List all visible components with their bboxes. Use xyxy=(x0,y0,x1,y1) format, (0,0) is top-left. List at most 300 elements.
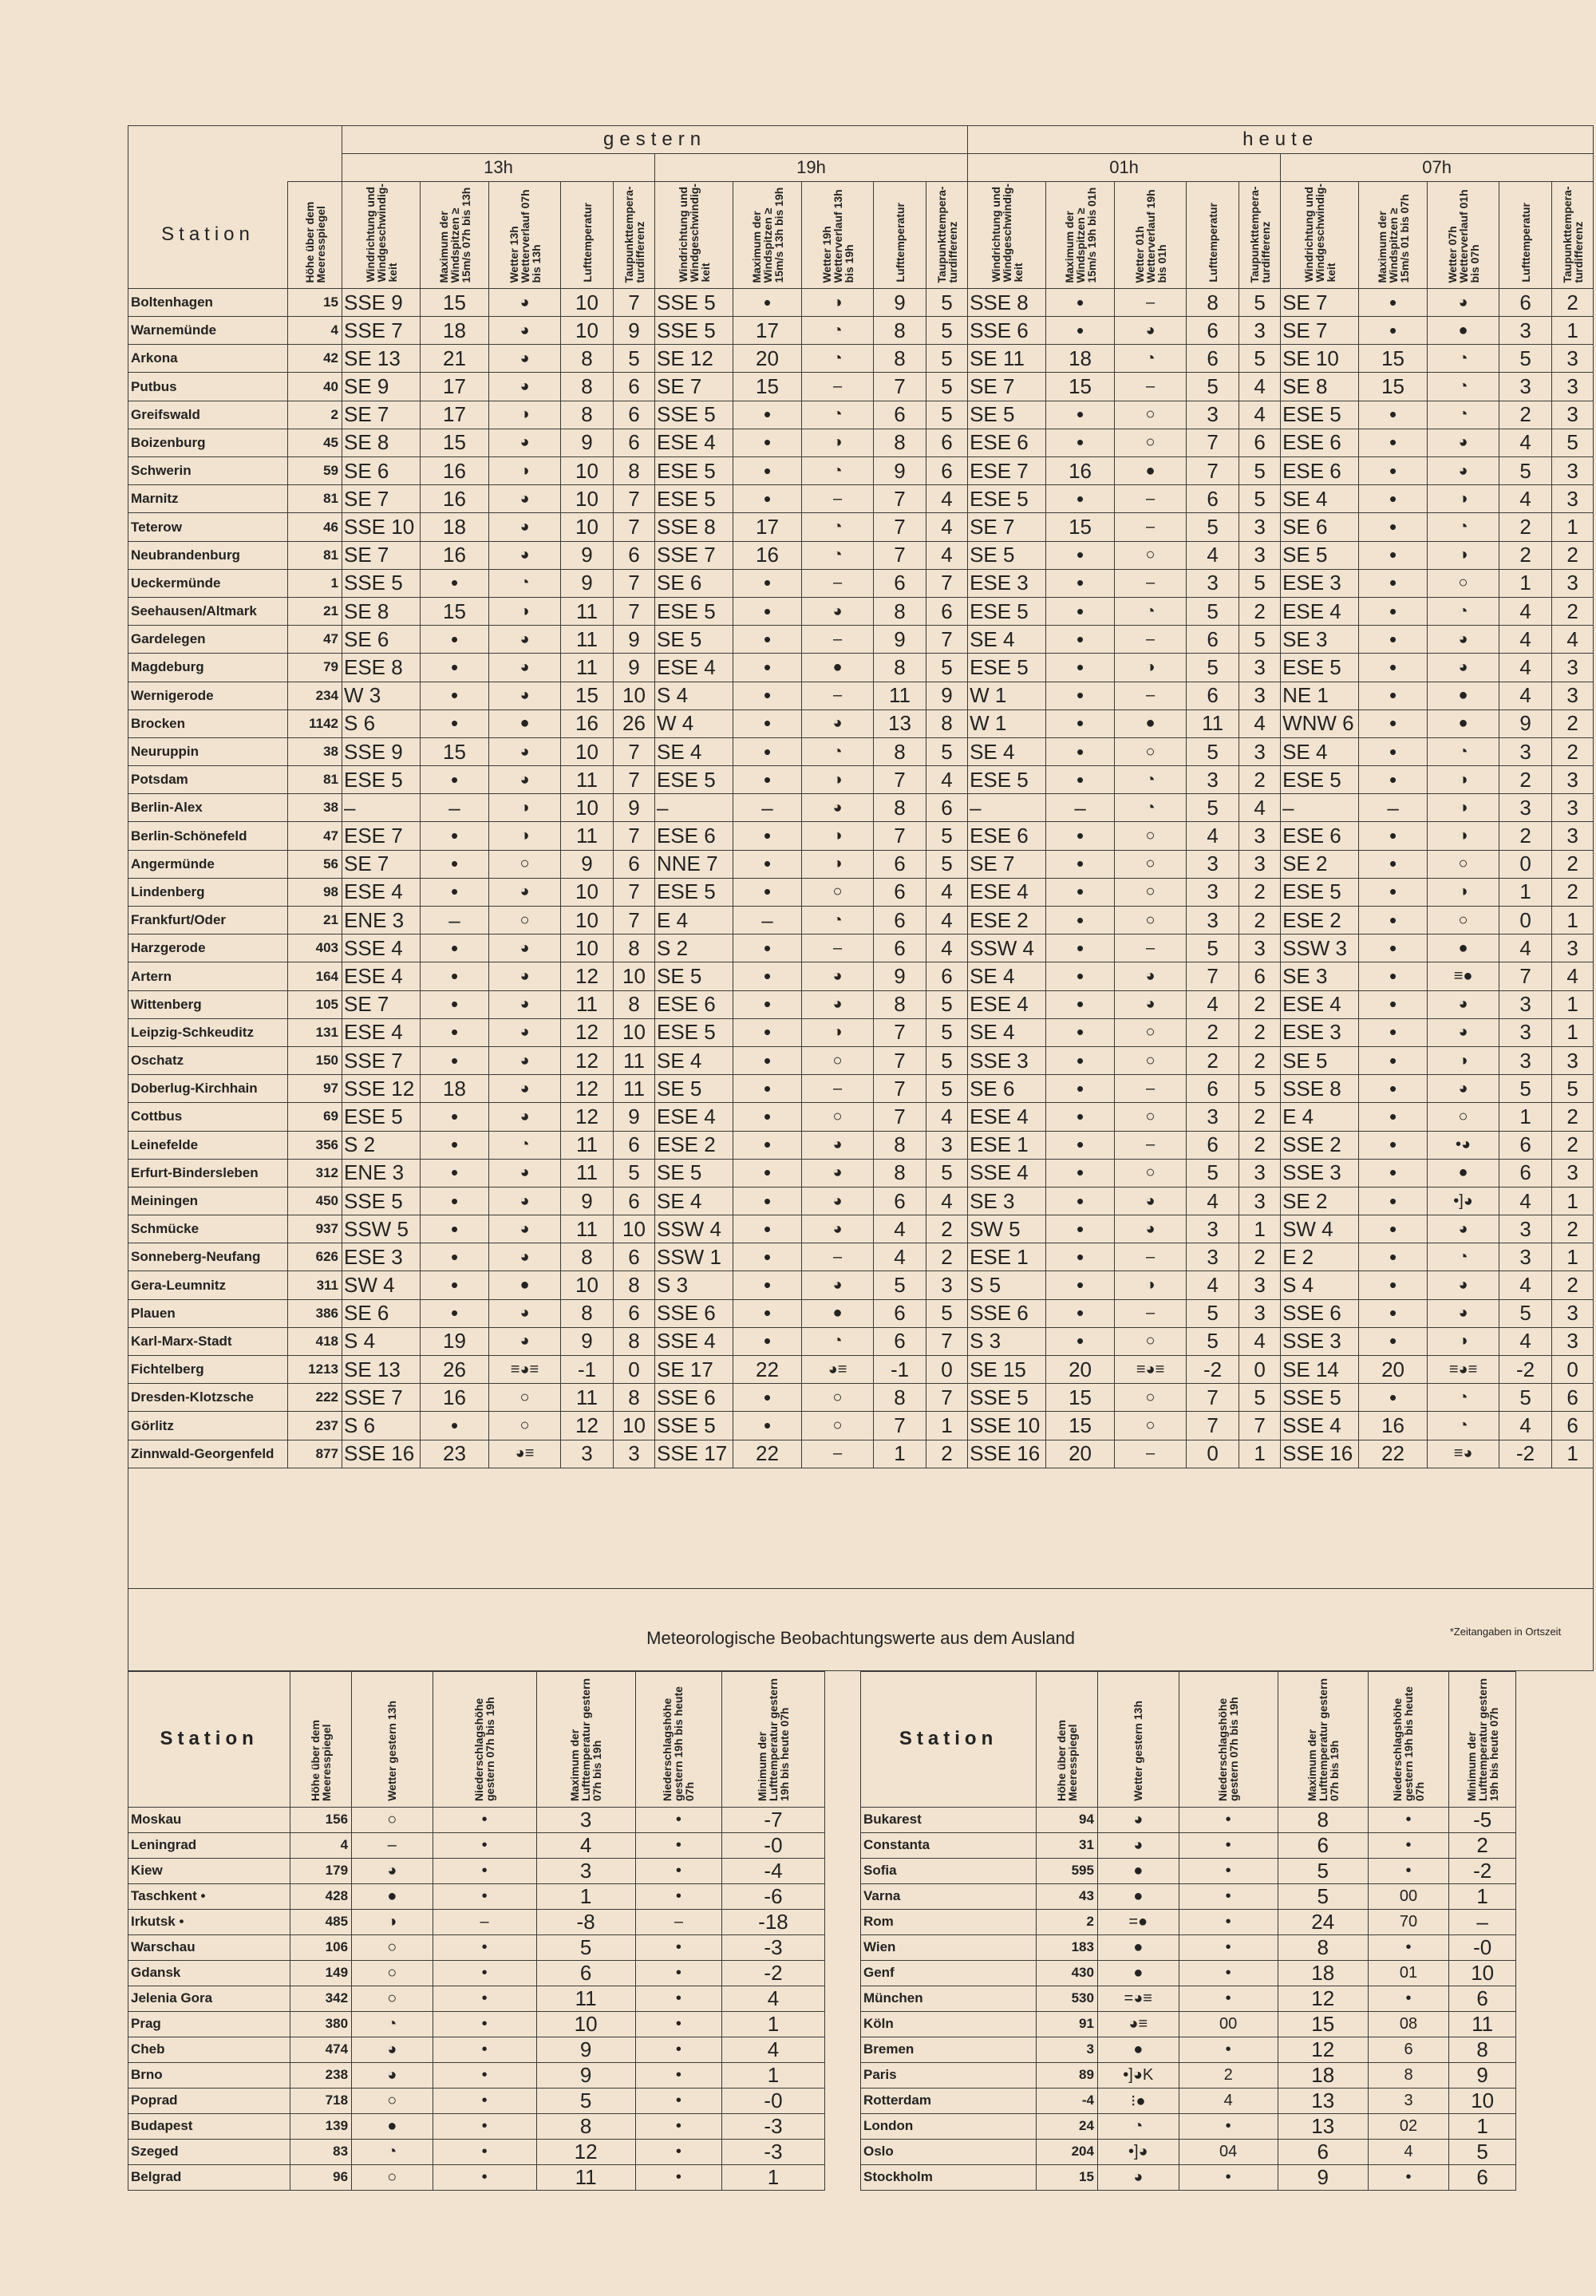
table-cell: 1 xyxy=(722,2164,825,2190)
table-cell: 2 xyxy=(1239,1103,1281,1131)
table-cell: 8 xyxy=(614,935,655,962)
table-cell: SSE 3 xyxy=(1281,1159,1359,1187)
table-cell: 5 xyxy=(1187,737,1239,765)
table-cell: 5 xyxy=(1499,457,1552,485)
table-cell: SE 5 xyxy=(968,401,1046,429)
table-cell: 5 xyxy=(926,737,968,765)
table-cell: ◕ xyxy=(489,1075,561,1103)
table-cell: • xyxy=(1046,1243,1115,1271)
table-cell: – xyxy=(733,794,802,822)
table-cell: ≡◕ xyxy=(1428,1440,1499,1468)
table-cell: 12 xyxy=(536,2139,635,2164)
table-cell: ● xyxy=(1428,317,1499,345)
table-cell: 4 xyxy=(926,485,968,513)
table-cell: ○ xyxy=(1428,907,1499,935)
table-cell: 11 xyxy=(561,1159,614,1187)
table-cell: 6 xyxy=(614,1243,655,1271)
table-cell: 7 xyxy=(926,1327,968,1355)
table-cell: ◕ xyxy=(489,878,561,906)
table-cell: ◔ xyxy=(1115,794,1187,822)
table-cell: • xyxy=(1179,2113,1278,2139)
table-cell: 6 xyxy=(1187,317,1239,345)
table-cell: 3 xyxy=(926,1131,968,1159)
table-cell: SE 5 xyxy=(655,626,733,654)
table-row xyxy=(128,1271,1594,1299)
table-cell: • xyxy=(1046,1075,1115,1103)
table-cell: 8 xyxy=(561,1243,614,1271)
table-cell: ◕ xyxy=(1428,654,1499,682)
table-row xyxy=(128,626,1594,654)
station-name: Boizenburg xyxy=(128,429,288,456)
table-cell: 7 xyxy=(1187,1384,1239,1412)
table-cell: – xyxy=(802,682,874,709)
table-cell: ○ xyxy=(489,907,561,935)
table-cell: E 4 xyxy=(655,907,733,935)
table-cell: • xyxy=(635,1934,721,1960)
table-cell: • xyxy=(635,1807,721,1832)
table-cell: 10 xyxy=(561,317,614,345)
table-cell: ● xyxy=(352,2113,433,2139)
table-cell: -8 xyxy=(536,1909,635,1934)
table-cell: • xyxy=(733,654,802,682)
table-cell: • xyxy=(1368,1858,1449,1883)
table-cell: 11 xyxy=(874,682,926,709)
table-cell: 4 xyxy=(926,1103,968,1131)
table-cell: – xyxy=(802,935,874,962)
table-cell: 5 xyxy=(1552,429,1594,456)
table-cell: ◕ xyxy=(1428,288,1499,316)
table-cell: 5 xyxy=(926,1018,968,1046)
table-cell: • xyxy=(1359,401,1428,429)
table-cell: ○ xyxy=(1115,1327,1187,1355)
table-cell: SSE 7 xyxy=(342,1384,421,1412)
max-header-07h: Maximum der Windspitzen ≥ 15m/s 01 bis 07h xyxy=(1359,182,1428,289)
table-row xyxy=(128,541,1594,569)
table-cell: S 3 xyxy=(655,1271,733,1299)
table-cell: ESE 5 xyxy=(342,1103,421,1131)
table-cell: 3 xyxy=(1239,317,1281,345)
table-cell: 16 xyxy=(1046,457,1115,485)
table-cell: 22 xyxy=(733,1440,802,1468)
table-cell: 8 xyxy=(874,990,926,1018)
table-cell: SSE 6 xyxy=(1281,1299,1359,1327)
table-cell: 7 xyxy=(926,1384,968,1412)
table-cell: • xyxy=(1046,878,1115,906)
table-cell: • xyxy=(635,1960,721,1986)
table-cell: 1 xyxy=(1552,907,1594,935)
table-cell: 9 xyxy=(874,288,926,316)
table-cell: SSE 5 xyxy=(655,1412,733,1440)
table-cell: 3 xyxy=(1187,569,1239,597)
table-cell: 5 xyxy=(1187,1159,1239,1187)
table-cell: -4 xyxy=(1037,2088,1098,2113)
table-cell: SE 7 xyxy=(968,373,1046,401)
table-cell: 2 xyxy=(1239,907,1281,935)
table-cell: ESE 6 xyxy=(1281,457,1359,485)
table-cell: • xyxy=(1359,682,1428,709)
table-cell: 4 xyxy=(1499,1412,1552,1440)
table-cell: 11 xyxy=(561,1131,614,1159)
station-name: Gardelegen xyxy=(128,626,288,654)
table-cell: 9 xyxy=(1499,709,1552,737)
table-cell: 10 xyxy=(614,682,655,709)
table-cell: ◕ xyxy=(489,1046,561,1074)
table-cell: 10 xyxy=(561,878,614,906)
station-name: Poprad xyxy=(128,2088,290,2113)
table-cell: • xyxy=(635,2037,721,2062)
table-cell: • xyxy=(1179,1909,1278,1934)
table-cell: ● xyxy=(1115,457,1187,485)
temp-header-01h: Lufttemperatur xyxy=(1187,182,1239,289)
table-cell: ◔ xyxy=(802,401,874,429)
table-cell: 5 xyxy=(926,288,968,316)
table-cell: 8 xyxy=(874,1384,926,1412)
table-cell: 2 xyxy=(1239,878,1281,906)
table-cell: • xyxy=(433,1883,536,1909)
column-gap xyxy=(824,1934,860,1960)
table-cell: 9 xyxy=(536,2037,635,2062)
table-cell: 43 xyxy=(1037,1883,1098,1909)
table-cell: SSW 3 xyxy=(1281,935,1359,962)
table-cell: ◑ xyxy=(802,850,874,878)
table-cell: 1 xyxy=(1552,990,1594,1018)
table-cell: – xyxy=(1115,1299,1187,1327)
table-cell: 1 xyxy=(1499,569,1552,597)
table-cell: 9 xyxy=(614,794,655,822)
station-name: Warschau xyxy=(128,1934,290,1960)
table-row xyxy=(128,1075,1594,1103)
table-cell: • xyxy=(733,682,802,709)
table-cell: • xyxy=(1359,1103,1428,1131)
table-cell: 5 xyxy=(926,401,968,429)
station-height: 81 xyxy=(288,541,342,569)
table-cell: 6 xyxy=(1187,626,1239,654)
table-cell: 8 xyxy=(874,429,926,456)
station-name: Harzgerode xyxy=(128,935,288,962)
table-cell: • xyxy=(433,2088,536,2113)
table-cell: – xyxy=(1115,682,1187,709)
table-cell: -6 xyxy=(722,1883,825,1909)
table-cell: ESE 5 xyxy=(342,766,421,794)
table-cell: 70 xyxy=(1368,1909,1449,1934)
table-cell: SSE 4 xyxy=(968,1159,1046,1187)
table-cell: SSE 6 xyxy=(655,1299,733,1327)
table-cell: SSE 16 xyxy=(1281,1440,1359,1468)
table-cell: ESE 4 xyxy=(968,1103,1046,1131)
station-height: 97 xyxy=(288,1075,342,1103)
table-cell: 6 xyxy=(874,935,926,962)
table-cell: ◕ xyxy=(1097,1807,1179,1832)
table-cell: • xyxy=(421,626,489,654)
table-cell: • xyxy=(1046,907,1115,935)
table-cell: 2 xyxy=(1187,1046,1239,1074)
table-cell: 08 xyxy=(1368,2011,1449,2037)
table-cell: 8 xyxy=(874,654,926,682)
table-cell: 3 xyxy=(1552,766,1594,794)
max-header-13h: Maximum der Windspitzen ≥ 15m/s 07h bis 13h xyxy=(421,182,489,289)
table-row xyxy=(128,1356,1594,1384)
table-cell: ◕ xyxy=(1115,1187,1187,1215)
station-height: 418 xyxy=(288,1327,342,1355)
table-cell: ○ xyxy=(1428,1103,1499,1131)
table-cell: • xyxy=(733,1018,802,1046)
table-cell: ESE 7 xyxy=(342,822,421,850)
table-row xyxy=(128,373,1594,401)
table-cell: ESE 5 xyxy=(1281,654,1359,682)
table-cell: 6 xyxy=(926,597,968,625)
table-cell: ○ xyxy=(1115,1384,1187,1412)
table-cell: -3 xyxy=(722,2113,825,2139)
table-cell: SSE 3 xyxy=(968,1046,1046,1074)
table-row xyxy=(128,1327,1594,1355)
table-cell: ⁝● xyxy=(1097,2088,1179,2113)
table-cell: ◕ xyxy=(489,935,561,962)
table-cell: ◑ xyxy=(1428,485,1499,513)
table-cell: 26 xyxy=(614,709,655,737)
table-cell: ◔ xyxy=(802,541,874,569)
station-height: 403 xyxy=(288,935,342,962)
table-row xyxy=(128,429,1594,456)
table-cell: 3 xyxy=(1187,401,1239,429)
table-cell: SSE 16 xyxy=(968,1440,1046,1468)
table-cell: -4 xyxy=(722,1858,825,1883)
group-gestern: gestern xyxy=(342,126,968,154)
station-name: Rom xyxy=(860,1909,1036,1934)
inland-observations-table xyxy=(128,125,1594,1671)
table-cell: 12 xyxy=(561,1412,614,1440)
table-cell: ◑ xyxy=(1115,1271,1187,1299)
table-cell: 4 xyxy=(926,1187,968,1215)
table-cell: • xyxy=(1046,597,1115,625)
table-cell: 2 xyxy=(1239,1018,1281,1046)
table-cell: 5 xyxy=(1239,1384,1281,1412)
table-cell: ◑ xyxy=(489,794,561,822)
table-row xyxy=(128,1440,1594,1468)
table-cell: 11 xyxy=(1449,2011,1516,2037)
table-cell: ◔ xyxy=(1428,1412,1499,1440)
table-cell: 1 xyxy=(722,2011,825,2037)
weather-header-07h: Wetter 07h Wetterverlauf 01h bis 07h xyxy=(1428,182,1499,289)
table-cell: ◑ xyxy=(489,457,561,485)
table-cell: SSE 6 xyxy=(968,317,1046,345)
table-cell: 6 xyxy=(874,1327,926,1355)
station-height: 356 xyxy=(288,1131,342,1159)
table-row xyxy=(128,737,1594,765)
table-cell: 3 xyxy=(1552,822,1594,850)
table-cell: • xyxy=(1359,1215,1428,1243)
station-name: Schwerin xyxy=(128,457,288,485)
table-cell: ESE 2 xyxy=(655,1131,733,1159)
table-cell: 11 xyxy=(561,990,614,1018)
table-cell: 22 xyxy=(733,1356,802,1384)
table-cell: 2 xyxy=(1239,1046,1281,1074)
table-cell: ESE 2 xyxy=(1281,907,1359,935)
table-cell: ○ xyxy=(352,2088,433,2113)
table-cell: 7 xyxy=(614,513,655,541)
table-cell: 18 xyxy=(421,317,489,345)
table-cell: • xyxy=(733,766,802,794)
station-name: Cheb xyxy=(128,2037,290,2062)
table-cell: • xyxy=(1046,401,1115,429)
table-cell: • xyxy=(1368,1832,1449,1858)
table-cell: 10 xyxy=(536,2011,635,2037)
table-cell: 15 xyxy=(1359,345,1428,373)
table-cell: 2 xyxy=(1552,737,1594,765)
table-cell: ◕≡ xyxy=(1097,2011,1179,2037)
table-cell: ◔ xyxy=(1115,597,1187,625)
table-cell: • xyxy=(635,1858,721,1883)
table-cell: E 2 xyxy=(1281,1243,1359,1271)
table-row xyxy=(128,597,1594,625)
table-cell: ◑ xyxy=(1428,1046,1499,1074)
table-cell: 1 xyxy=(536,1883,635,1909)
table-cell: 4 xyxy=(1499,654,1552,682)
table-cell: 6 xyxy=(1239,429,1281,456)
ausland-height-header-left: Höhe über dem Meeresspiegel xyxy=(290,1671,352,1807)
table-cell: SSE 9 xyxy=(342,288,421,316)
station-name: Leningrad xyxy=(128,1832,290,1858)
table-cell: • xyxy=(421,1103,489,1131)
table-row xyxy=(128,1103,1594,1131)
table-cell: ○ xyxy=(489,1384,561,1412)
table-cell: ◑ xyxy=(802,766,874,794)
table-cell: • xyxy=(1179,1934,1278,1960)
table-cell: ● xyxy=(489,709,561,737)
station-name: Görlitz xyxy=(128,1412,288,1440)
table-cell: ◔ xyxy=(352,2011,433,2037)
table-cell: 2 xyxy=(926,1215,968,1243)
table-cell: – xyxy=(1281,794,1359,822)
table-cell: 24 xyxy=(1278,1909,1368,1934)
table-cell: 9 xyxy=(614,1103,655,1131)
table-cell: 10 xyxy=(561,1271,614,1299)
table-cell: • xyxy=(733,878,802,906)
table-cell: ◕ xyxy=(489,317,561,345)
table-cell: ≡◕≡ xyxy=(1428,1356,1499,1384)
table-cell: • xyxy=(733,1384,802,1412)
table-cell: 7 xyxy=(614,597,655,625)
table-cell: 4 xyxy=(1187,1271,1239,1299)
table-cell: 8 xyxy=(874,1159,926,1187)
table-cell: 23 xyxy=(421,1440,489,1468)
table-cell: 7 xyxy=(926,569,968,597)
table-cell: 5 xyxy=(1187,513,1239,541)
table-cell: 3 xyxy=(1187,766,1239,794)
ausland-title: Meteorologische Beobachtungswerte aus dem Ausland xyxy=(646,1627,1076,1648)
table-cell: ◔ xyxy=(1428,597,1499,625)
table-row xyxy=(128,1187,1594,1215)
table-cell: 5 xyxy=(1187,1327,1239,1355)
table-cell: • xyxy=(421,1271,489,1299)
table-row xyxy=(128,457,1594,485)
table-cell: – xyxy=(802,1440,874,1468)
table-cell: SSE 3 xyxy=(1281,1327,1359,1355)
table-cell: 0 xyxy=(1187,1440,1239,1468)
table-cell: •◕ xyxy=(1428,1131,1499,1159)
table-cell: • xyxy=(433,1960,536,1986)
table-cell: – xyxy=(802,485,874,513)
table-cell: 9 xyxy=(1449,2062,1516,2088)
table-cell: 2 xyxy=(1037,1909,1098,1934)
station-name: Angermünde xyxy=(128,850,288,878)
station-name: Moskau xyxy=(128,1807,290,1832)
table-cell: ◑ xyxy=(1428,878,1499,906)
table-cell: ○ xyxy=(802,1412,874,1440)
wind-header-01h: Windrichtung und Windgeschwindig-keit xyxy=(968,182,1046,289)
table-cell: 9 xyxy=(561,541,614,569)
table-cell: 139 xyxy=(290,2113,352,2139)
dew-header-19h: Taupunkttempera-turdifferenz xyxy=(926,182,968,289)
station-name: Wernigerode xyxy=(128,682,288,709)
table-cell: ESE 4 xyxy=(655,429,733,456)
table-cell: • xyxy=(1359,1046,1428,1074)
table-cell: ◑ xyxy=(489,822,561,850)
table-cell: 18 xyxy=(421,1075,489,1103)
table-cell: ○ xyxy=(1115,878,1187,906)
table-cell: 2 xyxy=(1552,1131,1594,1159)
table-cell: • xyxy=(733,569,802,597)
table-cell: • xyxy=(1368,2164,1449,2190)
table-cell: ◕ xyxy=(489,1327,561,1355)
table-row xyxy=(128,1243,1594,1271)
temp-header-13h: Lufttemperatur xyxy=(561,182,614,289)
table-cell: SE 7 xyxy=(968,513,1046,541)
table-cell: 3 xyxy=(1239,513,1281,541)
table-cell: 7 xyxy=(614,907,655,935)
table-cell: ESE 6 xyxy=(1281,429,1359,456)
table-cell: SSE 8 xyxy=(1281,1075,1359,1103)
table-cell: SSW 1 xyxy=(655,1243,733,1271)
station-height: 626 xyxy=(288,1243,342,1271)
table-cell: 7 xyxy=(614,878,655,906)
table-cell: 83 xyxy=(290,2139,352,2164)
table-cell: SSE 4 xyxy=(655,1327,733,1355)
table-cell: 4 xyxy=(1552,626,1594,654)
table-cell: – xyxy=(1046,794,1115,822)
table-cell: ○ xyxy=(802,1103,874,1131)
table-cell: ◔ xyxy=(1428,373,1499,401)
table-row xyxy=(128,2164,1516,2190)
table-cell: 11 xyxy=(561,766,614,794)
ausland-precip2-header-right: Niederschlagshöhe gestern 19h bis heute 07h xyxy=(1368,1671,1449,1807)
table-cell: ESE 4 xyxy=(968,878,1046,906)
table-cell: – xyxy=(342,794,421,822)
table-cell: ◕ xyxy=(489,962,561,990)
table-cell: 2 xyxy=(1239,1131,1281,1159)
table-cell: • xyxy=(733,1103,802,1131)
table-cell: 5 xyxy=(1499,1075,1552,1103)
table-cell: • xyxy=(1368,1986,1449,2011)
table-cell: ≡● xyxy=(1428,962,1499,990)
table-cell: • xyxy=(1359,654,1428,682)
table-cell: 1 xyxy=(1499,1103,1552,1131)
table-cell: 7 xyxy=(874,485,926,513)
ausland-note: *Zeitangaben in Ortszeit xyxy=(1449,1625,1562,1638)
table-cell: 3 xyxy=(614,1440,655,1468)
table-cell: – xyxy=(802,373,874,401)
table-cell: • xyxy=(1359,597,1428,625)
table-row xyxy=(128,990,1594,1018)
table-cell: 8 xyxy=(614,1271,655,1299)
table-cell: SSE 6 xyxy=(655,1384,733,1412)
table-cell: 6 xyxy=(1187,1131,1239,1159)
table-cell: 8 xyxy=(1187,288,1239,316)
table-cell: 6 xyxy=(926,794,968,822)
table-cell: • xyxy=(1046,429,1115,456)
table-cell: • xyxy=(1359,429,1428,456)
ausland-min-header-left: Minimum der Lufttemperatur gestern 19h bis heute 07h xyxy=(722,1671,825,1807)
table-cell: 1 xyxy=(1552,513,1594,541)
